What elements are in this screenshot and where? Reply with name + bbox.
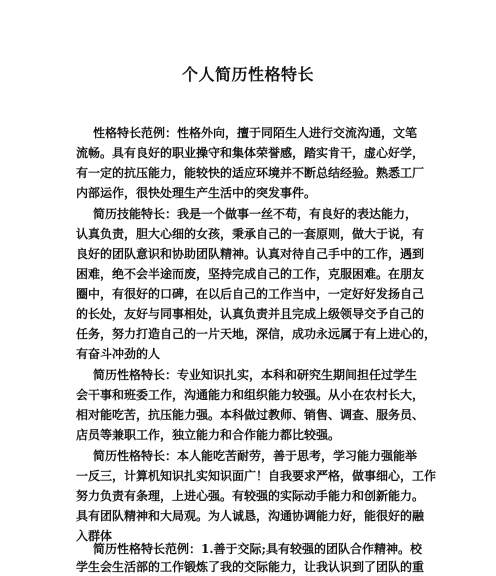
- text-line: 简历性格特长：本人能吃苦耐劳，善于思考，学习能力强能举: [93, 449, 418, 463]
- text-line: 简历性格特长范例：1.善于交际;具有较强的团队合作精神。校: [93, 542, 422, 556]
- text-line: 性格特长范例：性格外向，擅于同陌生人进行交流沟通，文笔: [93, 126, 418, 140]
- text-line: 会干事和班委工作，沟通能力和组织能力较强。从小在农村长大，: [76, 388, 425, 402]
- text-line: 认真负责，胆大心细的女孩，秉承自己的一套原则，做大于说，有: [76, 227, 425, 241]
- text-line: 流畅。具有良好的职业操守和集体荣誉感，踏实肯干，虚心好学，: [76, 146, 425, 160]
- text-line: 的长处，友好与同事相处，认真负责并且完成上级领导交予自己的: [76, 307, 425, 321]
- text-line: 良好的团队意识和协助团队精神。认真对待自己手中的工作，遇到: [76, 247, 425, 261]
- text-line: 困难，绝不会半途而废，坚持完成自己的工作，克服困难。在朋友: [76, 267, 425, 281]
- text-line: 简历技能特长：我是一个做事一丝不苟，有良好的表达能力，: [93, 207, 418, 221]
- text-line: 内部运作，很快处理生产生活中的突发事件。: [76, 186, 317, 200]
- text-line: 具有团队精神和大局观。为人诚恳，沟通协调能力好，能很好的融: [76, 509, 425, 523]
- text-line: 任务，努力打造自己的一片天地，深信，成功永远属于有上进心的，: [76, 327, 437, 341]
- text-line: 相对能吃苦，抗压能力强。本科做过教师、销售、调查、服务员、: [76, 408, 425, 422]
- page-title: 个人简历性格特长: [181, 65, 314, 84]
- text-line: 一反三，计算机知识扎实知识面广！自我要求严格，做事细心，工作: [76, 469, 437, 483]
- text-line: 努力负责有条理，上进心强。有较强的实际动手能力和创新能力。: [76, 489, 425, 503]
- text-line: 学生会生活部的工作锻炼了我的交际能力，让我认识到了团队的重: [76, 560, 425, 574]
- text-line: 有奋斗冲劲的人: [76, 347, 161, 361]
- text-line: 入群体: [76, 529, 113, 543]
- text-line: 有一定的抗压能力，能较快的适应环境并不断总结经验。熟悉工厂: [76, 166, 425, 180]
- text-line: 店员等兼职工作，独立能力和合作能力都比较强。: [76, 428, 341, 442]
- text-line: 简历性格特长：专业知识扎实，本科和研究生期间担任过学生: [93, 368, 418, 382]
- text-line: 圈中，有很好的口碑，在以后自己的工作当中，一定好好发扬自己: [76, 287, 425, 301]
